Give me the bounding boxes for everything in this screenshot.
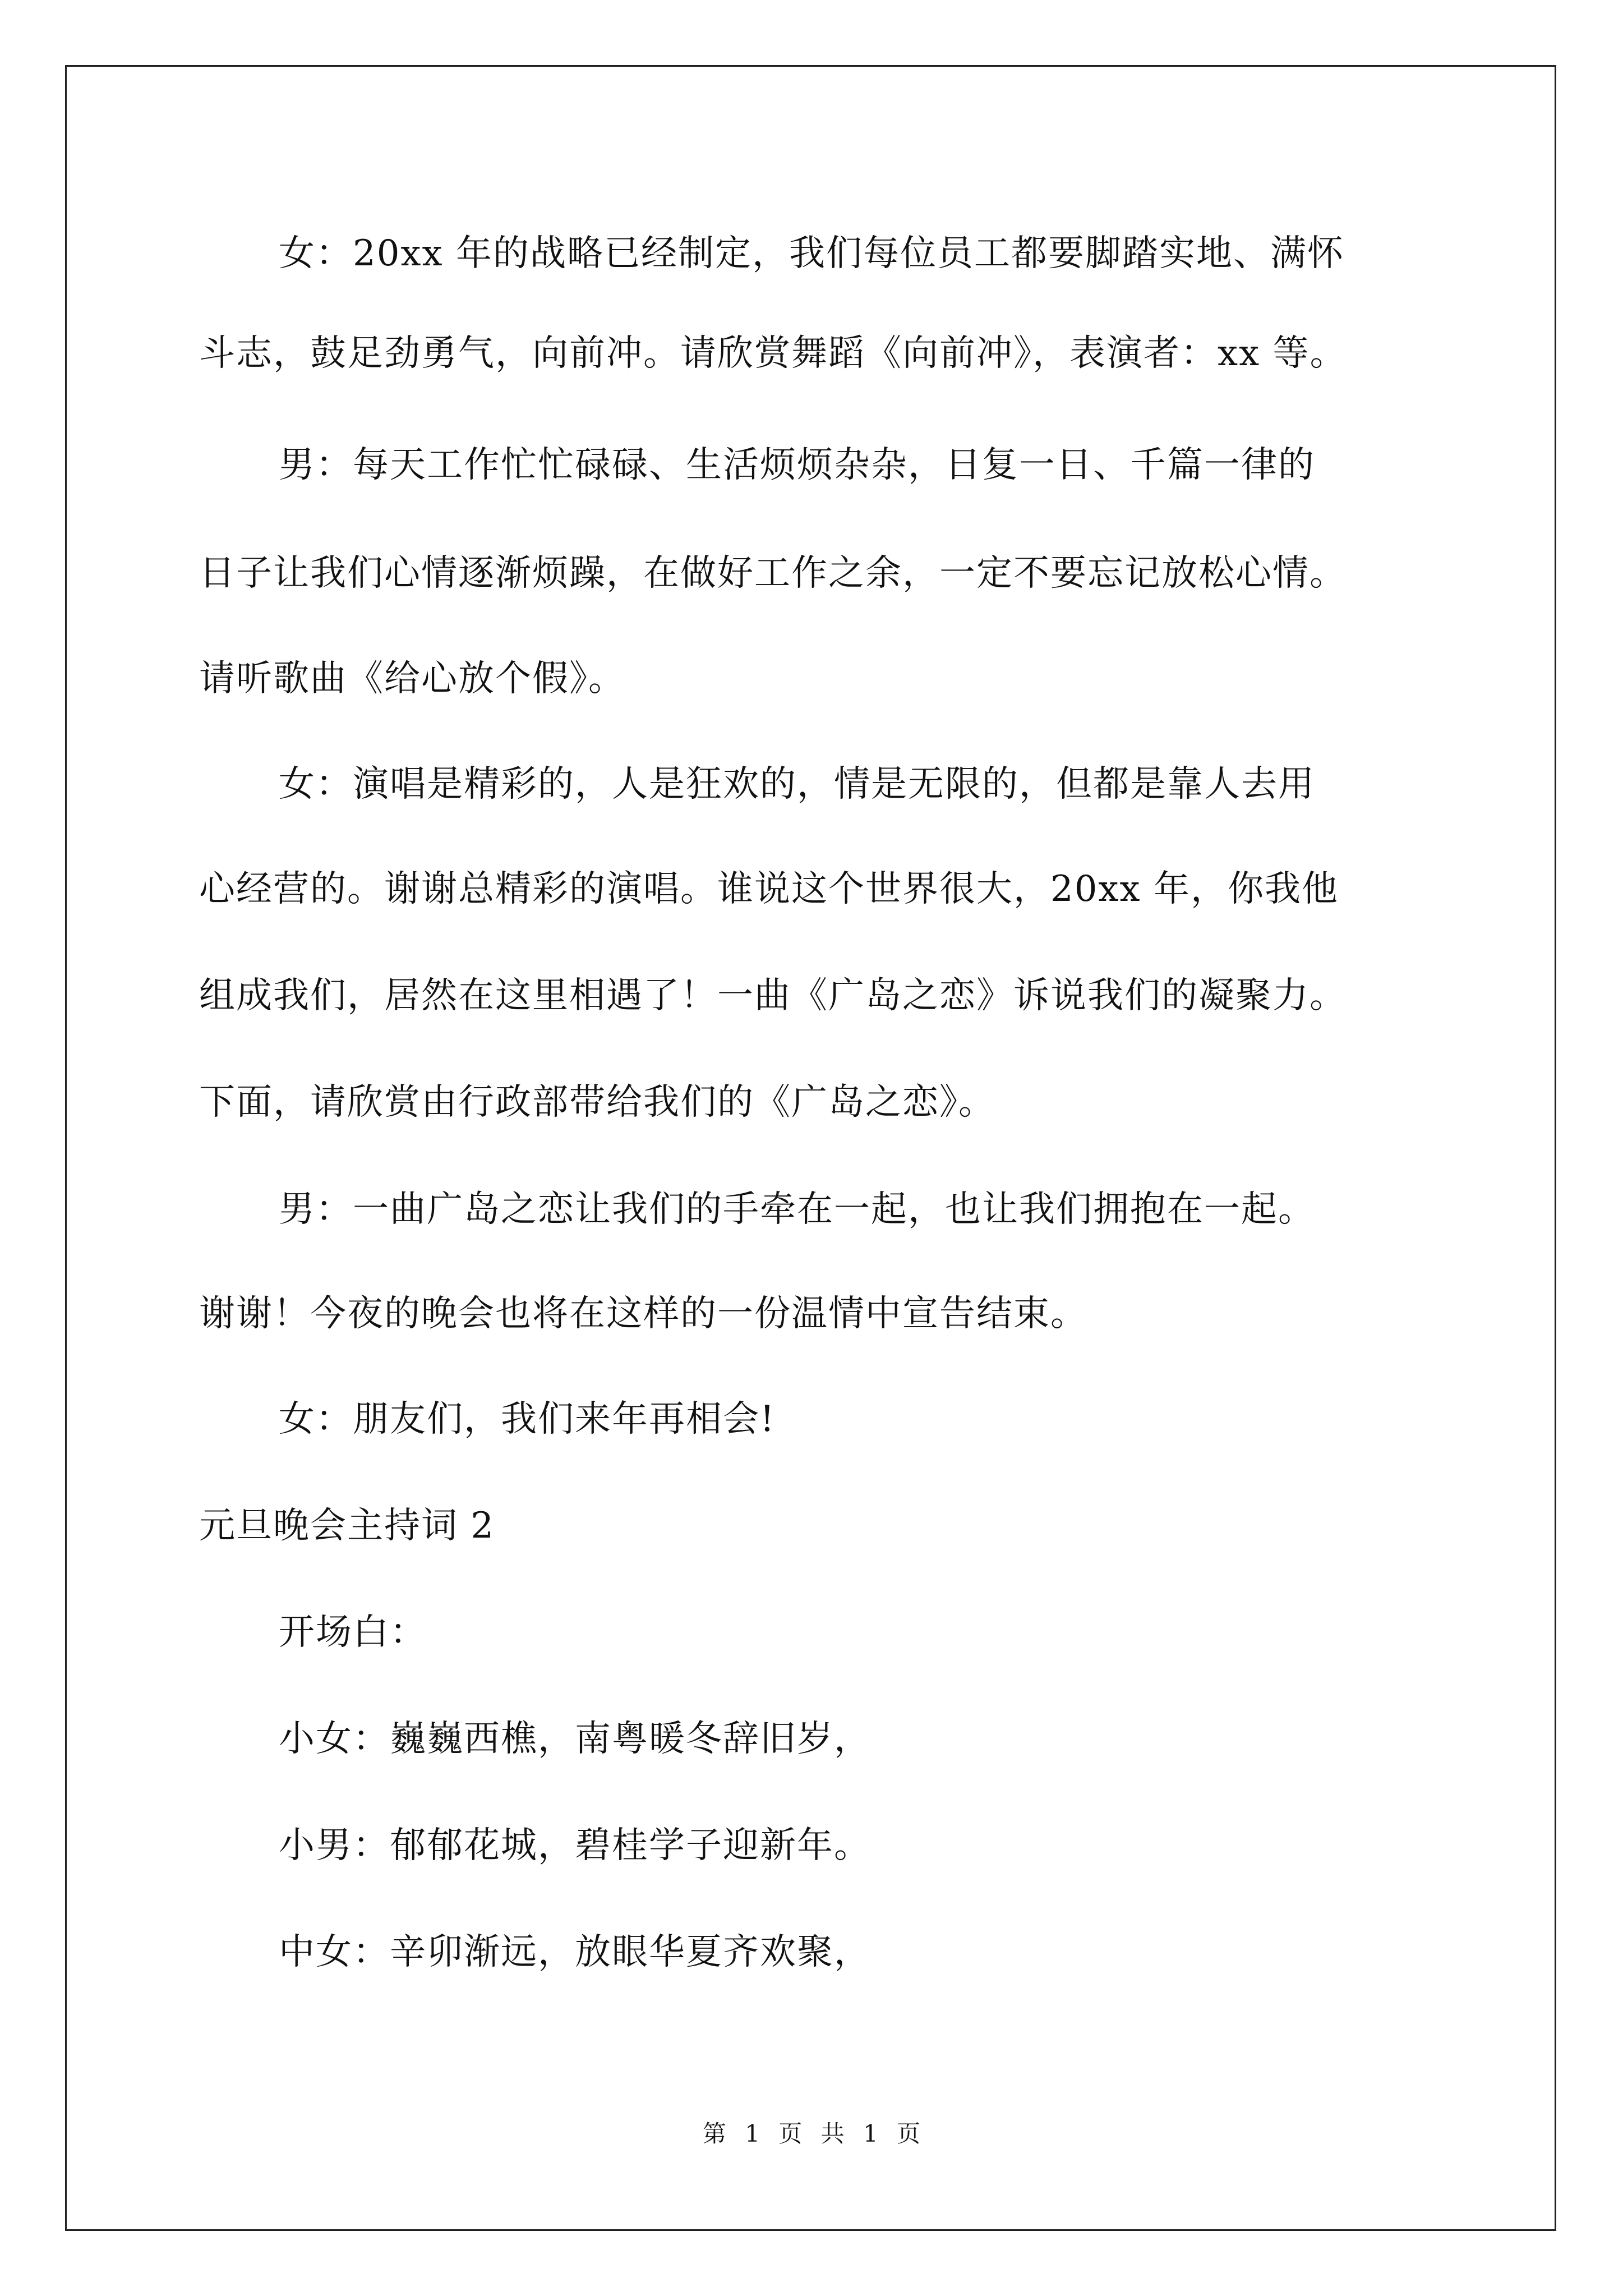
paragraph-line: 斗志，鼓足劲勇气，向前冲。请欣赏舞蹈《向前冲》，表演者：xx 等。 <box>199 333 1347 374</box>
page-border <box>65 65 1556 2231</box>
paragraph-line: 小男：郁郁花城，碧桂学子迎新年。 <box>279 1825 871 1866</box>
paragraph-line: 男：一曲广岛之恋让我们的手牵在一起，也让我们拥抱在一起。 <box>279 1189 1315 1230</box>
paragraph-line: 日子让我们心情逐渐烦躁，在做好工作之余，一定不要忘记放松心情。 <box>199 553 1347 594</box>
paragraph-line: 男：每天工作忙忙碌碌、生活烦烦杂杂，日复一日、千篇一律的 <box>279 444 1315 486</box>
paragraph-line: 开场白： <box>279 1612 427 1653</box>
paragraph-line: 谢谢！今夜的晚会也将在这样的一份温情中宣告结束。 <box>199 1293 1087 1335</box>
section-heading: 元旦晚会主持词 2 <box>199 1505 495 1547</box>
paragraph-line: 组成我们，居然在这里相遇了！一曲《广岛之恋》诉说我们的凝聚力。 <box>199 975 1347 1016</box>
paragraph-line: 女：演唱是精彩的，人是狂欢的，情是无限的，但都是靠人去用 <box>279 763 1315 805</box>
paragraph-line: 中女：辛卯渐远，放眼华夏齐欢聚， <box>279 1931 871 1973</box>
paragraph-line: 女：朋友们，我们来年再相会! <box>279 1398 776 1440</box>
paragraph-line: 请听歌曲《给心放个假》。 <box>199 658 625 700</box>
paragraph-line: 小女：巍巍西樵，南粤暖冬辞旧岁， <box>279 1718 871 1760</box>
paragraph-line: 下面，请欣赏由行政部带给我们的《广岛之恋》。 <box>199 1082 995 1123</box>
paragraph-line: 心经营的。谢谢总精彩的演唱。谁说这个世界很大，20xx 年，你我他 <box>199 868 1339 910</box>
page-footer: 第 1 页 共 1 页 <box>702 2120 921 2147</box>
paragraph-line: 女：20xx 年的战略已经制定，我们每位员工都要脚踏实地、满怀 <box>279 233 1344 274</box>
